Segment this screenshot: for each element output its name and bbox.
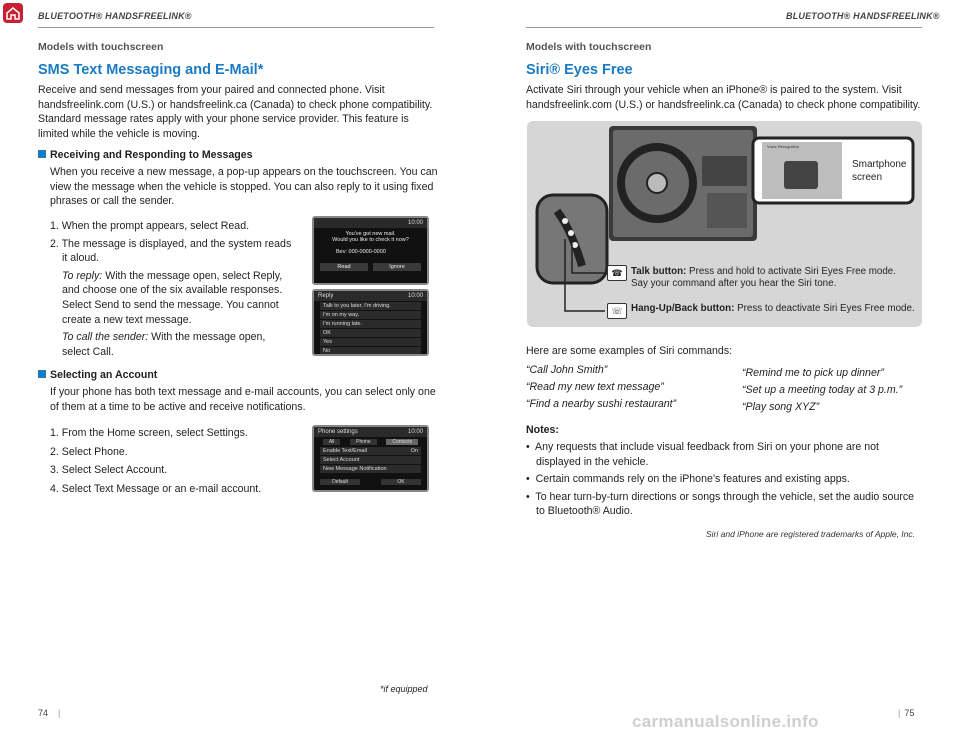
reply-label: To reply: bbox=[62, 269, 103, 282]
call-line: select Call. bbox=[62, 345, 114, 358]
note-text: Any requests that include visual feedback from Siri on your phone are not bbox=[535, 441, 879, 453]
left-page-number: 74 | bbox=[38, 708, 61, 718]
watermark: carmanualsonline.info bbox=[632, 712, 819, 731]
smartphone-label-line: screen bbox=[852, 172, 883, 183]
left-running-header: BLUETOOTH® HANDSFREELINK® bbox=[38, 11, 192, 21]
step-line: 2. Select Phone. bbox=[50, 445, 128, 458]
screen-time: 10:00 bbox=[407, 293, 423, 299]
siri-command: “Find a nearby sushi restaurant” bbox=[526, 398, 677, 410]
hangup-text: Press to deactivate Siri Eyes Free mode. bbox=[734, 303, 915, 314]
default-button[interactable]: Default bbox=[320, 479, 360, 485]
popup-line: You've got new mail. bbox=[345, 231, 396, 237]
dashboard-illustration bbox=[527, 121, 922, 327]
notes-list bbox=[526, 440, 926, 519]
new-message-screen bbox=[312, 216, 429, 285]
sms-intro-line: Standard message rates apply with your phone service provider. This feature is bbox=[38, 113, 409, 126]
trademark-note: Siri and iPhone are registered trademarks of Apple, Inc. bbox=[706, 529, 915, 539]
reply-option[interactable]: Yes bbox=[320, 338, 421, 346]
enable-text-email-label: Enable Text/Email bbox=[323, 448, 367, 454]
phone-settings-screen bbox=[312, 425, 429, 492]
page-number: 75 bbox=[904, 708, 915, 718]
call-text: With the message open, bbox=[148, 331, 266, 344]
note-item: • Certain commands rely on the iPhone’s features and existing apps. bbox=[526, 473, 850, 486]
settings-row[interactable]: Select Account bbox=[320, 456, 421, 464]
screen-status-bar bbox=[314, 427, 427, 437]
left-section-label: Models with touchscreen bbox=[38, 41, 164, 53]
talk-label: Talk button: bbox=[631, 266, 687, 277]
receiving-heading-text: Receiving and Responding to Messages bbox=[50, 149, 253, 161]
screen-status-bar bbox=[314, 218, 427, 228]
settings-screen-title: Phone settings bbox=[318, 429, 358, 435]
receiving-steps bbox=[50, 219, 300, 359]
talk-button-icon: ☎ bbox=[607, 265, 627, 281]
reply-line: create a new text message. bbox=[62, 313, 192, 326]
siri-command: “Read my new text message” bbox=[526, 381, 664, 393]
talk-text-line2: Say your command after you hear the Siri tone. bbox=[631, 278, 837, 289]
toggle-value: On bbox=[410, 448, 418, 454]
call-block bbox=[50, 330, 300, 359]
siri-command: “Call John Smith” bbox=[526, 364, 608, 376]
step-line: 1. From the Home screen, select Settings. bbox=[50, 427, 248, 439]
account-heading bbox=[38, 369, 157, 381]
receiving-line: view the message when the vehicle is stopped. You can also reply to it using fixed bbox=[50, 180, 434, 193]
note-text: To hear turn-by-turn directions or songs through the vehicle, set the audio source bbox=[535, 490, 915, 503]
settings-row[interactable]: New Message Notification bbox=[320, 465, 421, 473]
siri-intro-line: handsfreelink.com (U.S.) or handsfreelink.ca (Canada) to check phone compatibility. bbox=[526, 98, 921, 111]
siri-intro bbox=[526, 83, 926, 112]
sender-line: Bev: 000-0000-0000 bbox=[336, 249, 386, 255]
step-line: 4. Select Text Message or an e-mail account. bbox=[50, 482, 262, 495]
talk-button-desc bbox=[631, 266, 896, 290]
screen-status-bar bbox=[314, 291, 427, 301]
smartphone-label-line: Smartphone bbox=[852, 159, 907, 170]
reply-line: and choose one of the six available responses. bbox=[62, 284, 283, 297]
account-heading-text: Selecting an Account bbox=[50, 369, 158, 381]
reply-option[interactable]: I'm running late. bbox=[320, 320, 421, 328]
account-line: If your phone has both text message and e-mail accounts, you can select only one bbox=[50, 386, 436, 398]
sms-title: SMS Text Messaging and E-Mail* bbox=[38, 62, 264, 78]
sms-intro bbox=[38, 83, 438, 141]
heading-marker-icon bbox=[38, 370, 46, 378]
step-line: it aloud. bbox=[62, 252, 100, 265]
reply-block bbox=[50, 269, 300, 327]
settings-row[interactable] bbox=[320, 447, 421, 455]
siri-command: “Play song XYZ” bbox=[742, 401, 820, 413]
right-running-header: BLUETOOTH® HANDSFREELINK® bbox=[786, 11, 940, 21]
hangup-button-desc bbox=[631, 303, 915, 314]
siri-figure bbox=[527, 121, 922, 327]
siri-command: “Remind me to pick up dinner” bbox=[742, 367, 884, 379]
siri-command: “Set up a meeting today at 3 p.m.” bbox=[742, 384, 903, 396]
account-line: of them at a time to be active and receive notifications. bbox=[50, 400, 306, 413]
account-text bbox=[50, 385, 440, 414]
step-line: 1. When the prompt appears, select Read. bbox=[50, 220, 250, 232]
right-page-number: | 75 bbox=[898, 708, 915, 718]
ignore-button[interactable]: Ignore bbox=[373, 263, 421, 271]
reply-screen bbox=[312, 289, 429, 356]
tab-all[interactable]: All bbox=[323, 439, 341, 445]
sms-intro-line: handsfreelink.com (U.S.) or handsfreelink.ca (Canada) to check phone compatibility. bbox=[38, 98, 433, 111]
reply-line: Select Send to send the message. You cannot bbox=[62, 298, 279, 311]
right-section-label: Models with touchscreen bbox=[526, 41, 652, 53]
note-text: to Bluetooth® Audio. bbox=[536, 505, 633, 518]
reply-option[interactable]: OK bbox=[320, 329, 421, 337]
notes-heading: Notes: bbox=[526, 424, 559, 436]
sms-intro-line: Receive and send messages from your paired and connected phone. Visit bbox=[38, 84, 385, 96]
receiving-line: When you receive a new message, a pop-up appears on the touchscreen. You can bbox=[50, 166, 438, 178]
tab-phone[interactable]: Phone bbox=[350, 439, 376, 445]
smartphone-label bbox=[852, 158, 906, 184]
note-text: displayed in the vehicle. bbox=[536, 455, 649, 468]
heading-marker-icon bbox=[38, 150, 46, 158]
screen-time: 10:00 bbox=[407, 220, 423, 226]
sms-intro-line: limited while the vehicle is moving. bbox=[38, 127, 200, 140]
receiving-text bbox=[50, 165, 440, 209]
tab-contacts[interactable]: Contacts bbox=[386, 439, 418, 445]
reply-option[interactable]: No bbox=[320, 347, 421, 355]
commands-right bbox=[742, 365, 902, 416]
step-line: 3. Select Select Account. bbox=[50, 464, 168, 476]
left-header-rule bbox=[38, 27, 434, 28]
read-button[interactable]: Read bbox=[320, 263, 368, 271]
reply-text: With the message open, select Reply, bbox=[102, 269, 283, 282]
reply-option[interactable]: Talk to you later, I'm driving. bbox=[320, 302, 421, 310]
receiving-line: phrases or call the sender. bbox=[50, 195, 175, 208]
hangup-label: Hang-Up/Back button: bbox=[631, 303, 735, 314]
siri-intro-line: Activate Siri through your vehicle when an iPhone® is paired to the system. Visit bbox=[526, 84, 902, 96]
popup-line: Would you like to check it now? bbox=[332, 237, 409, 243]
account-steps bbox=[50, 424, 300, 498]
step-line: 2. The message is displayed, and the system reads bbox=[50, 237, 292, 250]
right-header-rule bbox=[526, 27, 922, 28]
note-item: • To hear turn-by-turn directions or songs through the vehicle, set the audio source bbox=[526, 490, 915, 503]
talk-text: Press and hold to activate Siri Eyes Free mode. bbox=[686, 266, 896, 277]
receiving-heading bbox=[38, 149, 253, 161]
home-icon[interactable] bbox=[3, 3, 23, 23]
hangup-button-icon: ☏ bbox=[607, 303, 627, 319]
reply-option[interactable]: I'm on my way. bbox=[320, 311, 421, 319]
footnote: *if equipped bbox=[380, 684, 428, 694]
commands-left bbox=[526, 362, 676, 413]
note-item: • Any requests that include visual feedback from Siri on your phone are not bbox=[526, 441, 879, 453]
screen-time: 10:00 bbox=[407, 429, 423, 435]
voice-recognition-popup-title: Voice Recognition bbox=[767, 144, 800, 149]
reply-screen-title: Reply bbox=[318, 293, 334, 299]
siri-title: Siri® Eyes Free bbox=[526, 62, 633, 78]
note-text: Certain commands rely on the iPhone’s features and existing apps. bbox=[535, 473, 850, 486]
call-label: To call the sender: bbox=[62, 331, 149, 344]
page-number: 74 bbox=[38, 708, 49, 718]
ok-button[interactable]: OK bbox=[381, 479, 421, 485]
examples-intro: Here are some examples of Siri commands: bbox=[526, 345, 733, 357]
